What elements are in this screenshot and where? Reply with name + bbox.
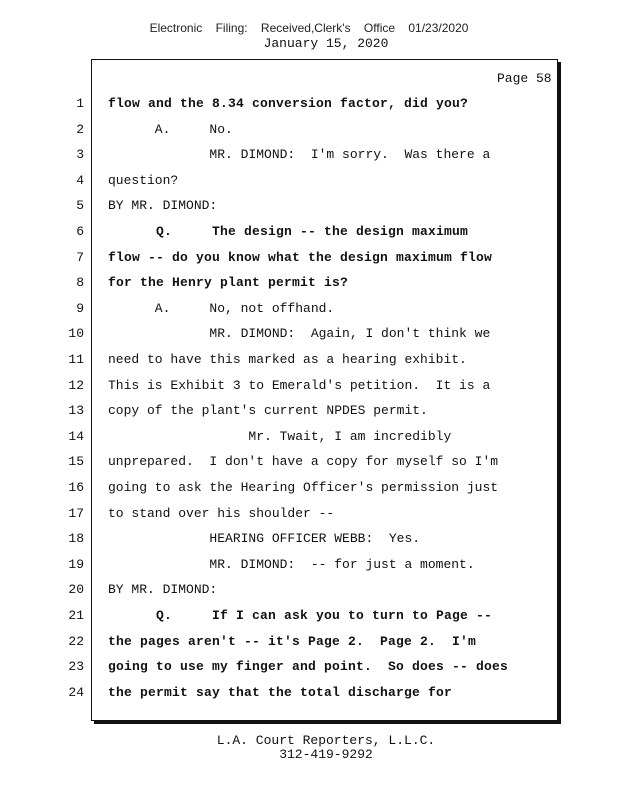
footer-company: L.A. Court Reporters, L.L.C.: [216, 733, 436, 748]
transcript-line: Q. The design -- the design maximum: [108, 224, 469, 239]
line-number: 15: [68, 454, 84, 470]
line-number: 13: [68, 403, 84, 419]
transcript-line: flow -- do you know what the design maximum flow: [108, 249, 493, 265]
transcript-line: question?: [108, 172, 179, 188]
filing-stamp: Electronic Filing: Received,Clerk's Office 01/23/2020: [149, 21, 469, 35]
line-number: 24: [68, 684, 84, 700]
transcript-line: the pages aren't -- it's Page 2. Page 2. I'm: [108, 633, 477, 649]
transcript-line: flow and the 8.34 conversion factor, did you?: [108, 96, 469, 111]
transcript-line: BY MR. DIMOND:: [108, 582, 218, 598]
line-number: 5: [76, 198, 84, 214]
transcript-line: HEARING OFFICER WEBB: Yes.: [108, 531, 421, 547]
footer-phone: 312-419-9292: [279, 747, 373, 762]
line-number: 3: [76, 147, 84, 163]
transcript-line: This is Exhibit 3 to Emerald's petition. It is a: [108, 377, 491, 393]
line-number: 18: [68, 531, 84, 547]
line-number: 12: [68, 377, 84, 393]
transcript-line: A. No, not offhand.: [108, 300, 335, 316]
transcript-date: January 15, 2020: [263, 36, 389, 51]
transcript-line: MR. DIMOND: Again, I don't think we: [108, 326, 491, 342]
transcript-line: Mr. Twait, I am incredibly: [108, 428, 452, 444]
transcript-line: the permit say that the total discharge for: [108, 684, 453, 700]
transcript-line: Q. If I can ask you to turn to Page --: [108, 608, 493, 623]
page-number: Page 58: [497, 71, 552, 86]
transcript-line: MR. DIMOND: I'm sorry. Was there a: [108, 147, 491, 163]
line-number: 1: [76, 96, 84, 111]
line-number: 8: [76, 275, 84, 291]
transcript-line: going to use my finger and point. So does -- does: [108, 659, 509, 675]
line-number: 23: [68, 659, 84, 675]
line-number: 6: [76, 224, 84, 239]
line-number: 21: [68, 608, 84, 623]
line-number: 20: [68, 582, 84, 598]
transcript-line: need to have this marked as a hearing exhibit.: [108, 352, 467, 367]
line-number: 10: [68, 326, 84, 342]
transcript-line: A. No.: [108, 121, 233, 137]
line-number: 9: [76, 300, 84, 316]
transcript-line: going to ask the Hearing Officer's permission just: [108, 480, 499, 495]
line-number: 22: [68, 633, 84, 649]
line-number: 16: [68, 480, 84, 495]
transcript-line: to stand over his shoulder --: [108, 505, 335, 521]
line-number: 17: [68, 505, 84, 521]
line-number: 19: [68, 556, 84, 572]
transcript-line: MR. DIMOND: -- for just a moment.: [108, 556, 475, 572]
line-number: 11: [68, 352, 84, 367]
line-number: 2: [76, 121, 84, 137]
transcript-line: for the Henry plant permit is?: [108, 275, 349, 291]
line-number: 4: [76, 172, 84, 188]
line-number: 7: [76, 249, 84, 265]
transcript-line: copy of the plant's current NPDES permit.: [108, 403, 428, 419]
line-number: 14: [68, 428, 84, 444]
transcript-line: unprepared. I don't have a copy for myself so I'm: [108, 454, 499, 470]
transcript-line: BY MR. DIMOND:: [108, 198, 218, 214]
